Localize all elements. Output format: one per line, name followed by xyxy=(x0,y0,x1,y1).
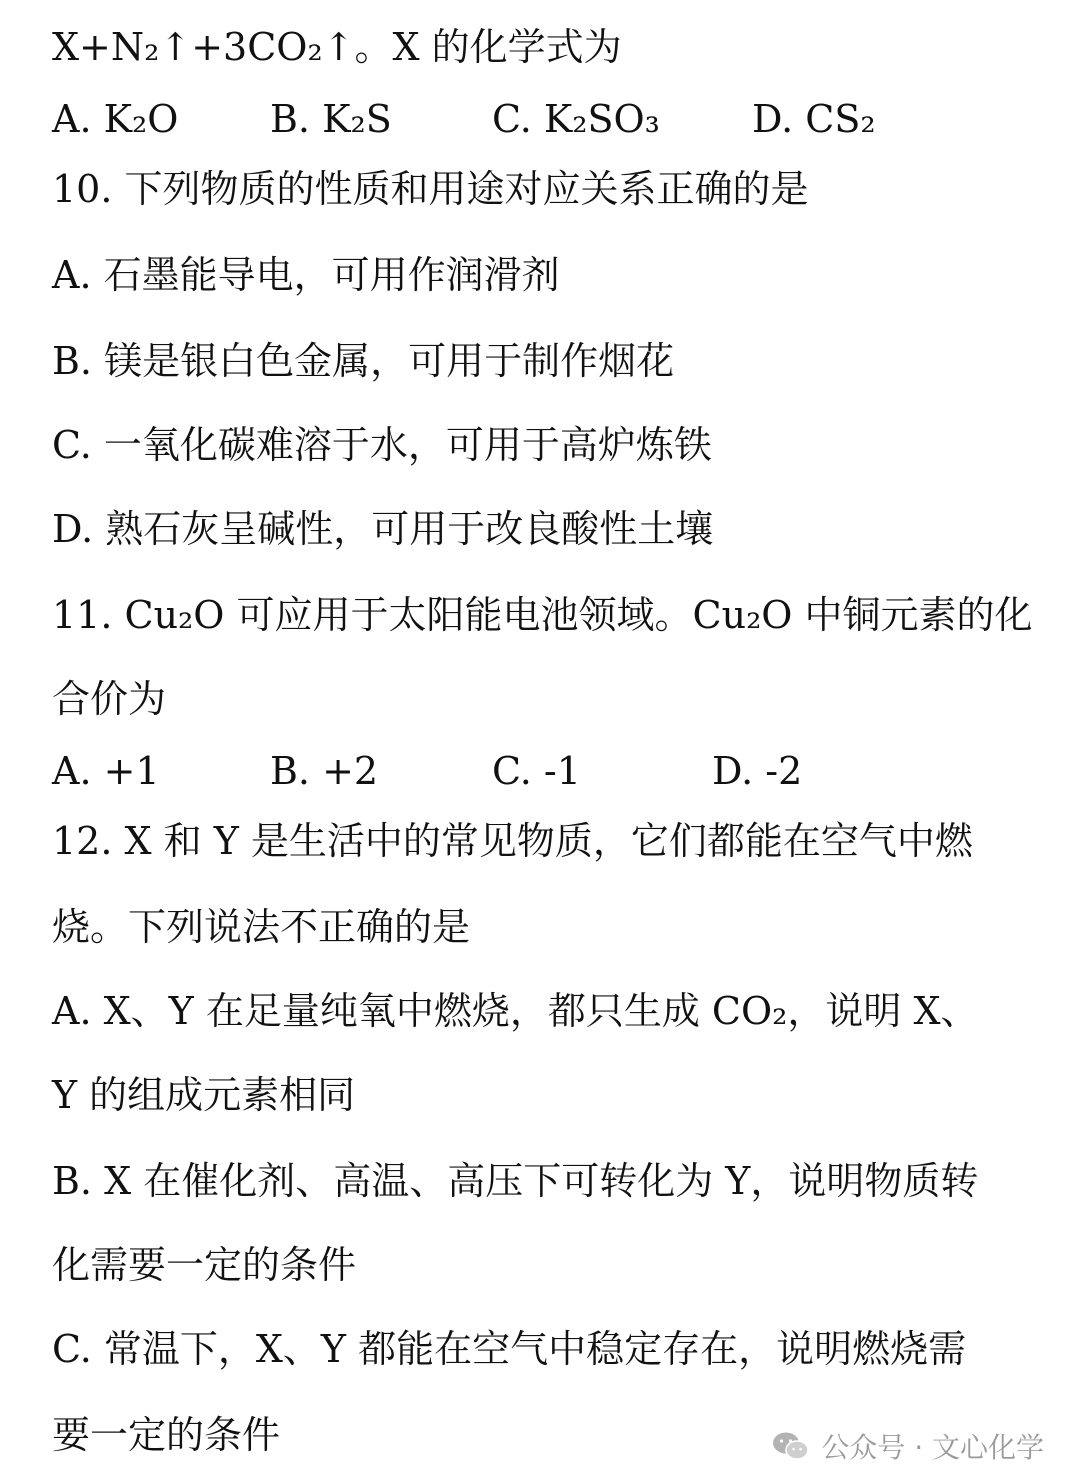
q9-option-b: B. K₂S xyxy=(270,97,392,141)
q9-option-c: C. K₂SO₃ xyxy=(492,97,660,141)
q10-option-d: D. 熟石灰呈碱性，可用于改良酸性土壤 xyxy=(52,507,714,551)
q11-option-d: D. -2 xyxy=(712,749,803,793)
q11-option-a: A. +1 xyxy=(52,749,160,793)
wechat-icon xyxy=(771,1430,811,1462)
q11-option-b: B. +2 xyxy=(270,749,379,793)
q9-option-a: A. K₂O xyxy=(52,97,179,141)
q12-option-c-cont: 要一定的条件 xyxy=(52,1413,281,1457)
question-12: 12. X 和 Y 是生活中的常见物质，它们都能在空气中燃 xyxy=(52,819,973,863)
q12-option-a: A. X、Y 在足量纯氧中燃烧，都只生成 CO₂，说明 X、 xyxy=(52,989,979,1033)
q12-option-b: B. X 在催化剂、高温、高压下可转化为 Y，说明物质转 xyxy=(52,1159,979,1203)
q12-option-c: C. 常温下，X、Y 都能在空气中稳定存在，说明燃烧需 xyxy=(52,1327,967,1371)
q11-option-c: C. -1 xyxy=(492,749,581,793)
watermark-text: 公众号 · 文心化学 xyxy=(821,1431,1044,1464)
q12-option-b-cont: 化需要一定的条件 xyxy=(52,1243,357,1287)
q10-option-b: B. 镁是银白色金属，可用于制作烟花 xyxy=(52,339,675,383)
question-12-cont: 烧。下列说法不正确的是 xyxy=(52,905,471,949)
q10-option-c: C. 一氧化碳难溶于水，可用于高炉炼铁 xyxy=(52,423,712,467)
q12-option-a-cont: Y 的组成元素相同 xyxy=(52,1073,356,1117)
equation-line: X+N₂↑+3CO₂↑。X 的化学式为 xyxy=(52,25,622,69)
question-10: 10. 下列物质的性质和用途对应关系正确的是 xyxy=(52,167,809,211)
q10-option-a: A. 石墨能导电，可用作润滑剂 xyxy=(52,253,560,297)
q9-option-d: D. CS₂ xyxy=(752,97,876,141)
question-11-cont: 合价为 xyxy=(52,677,167,721)
question-11: 11. Cu₂O 可应用于太阳能电池领域。Cu₂O 中铜元素的化 xyxy=(52,593,1033,637)
watermark xyxy=(771,1426,1044,1466)
